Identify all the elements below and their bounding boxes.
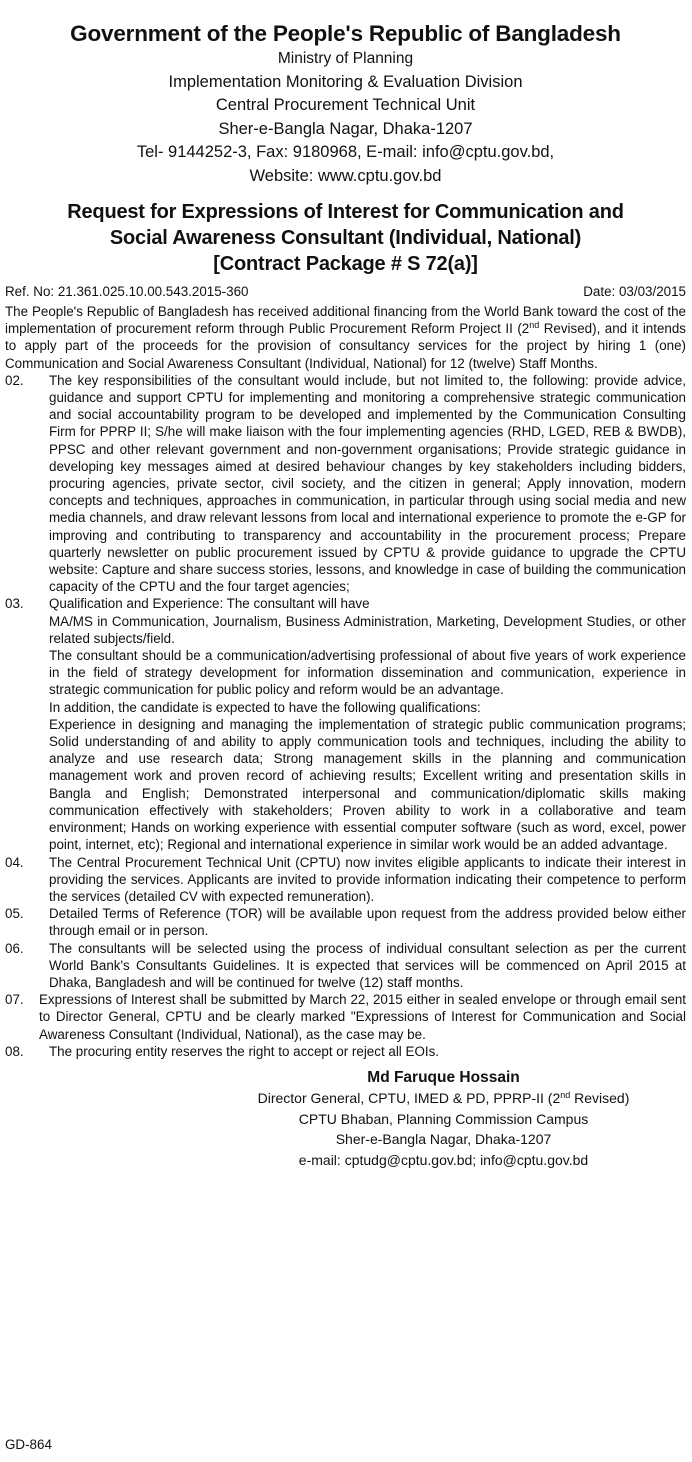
signatory-title-text-1: Director General, CPTU, IMED & PD, PPRP-II (2	[257, 1090, 561, 1107]
intro-superscript: nd	[529, 320, 540, 331]
clause-text: The Central Procurement Technical Unit (CPTU) now invites eligible applicants to indicate their interest in providing the services. Applicants are invited to provide information indicating their competence to perform the services (detailed CV with expected remuneration).	[49, 854, 686, 904]
notice-date: Date: 03/03/2015	[583, 284, 686, 299]
qualification-degree: MA/MS in Communication, Journalism, Business Administration, Marketing, Development Studies, or other related subjects/field.	[49, 613, 686, 646]
signatory-title-text-2: Revised)	[570, 1090, 630, 1107]
footer-code: GD-864	[5, 1437, 52, 1452]
letterhead	[5, 20, 686, 188]
reference-number: Ref. No: 21.361.025.10.00.543.2015-360	[5, 284, 249, 299]
clause-02	[5, 372, 686, 596]
clause-text: The procuring entity reserves the right to accept or reject all EOIs.	[49, 1043, 439, 1059]
clause-08	[5, 1043, 686, 1060]
signatory-office: CPTU Bhaban, Planning Commission Campus	[298, 1110, 589, 1127]
clause-06	[5, 940, 686, 992]
signatory-title	[201, 1088, 686, 1109]
clause-number: 04.	[5, 854, 24, 870]
clause-number: 06.	[5, 940, 24, 956]
intro-paragraph	[5, 303, 686, 372]
ministry-name: Ministry of Planning	[277, 50, 414, 67]
clause-05	[5, 905, 686, 939]
clause-text: Detailed Terms of Reference (TOR) will be available upon request from the address provided below either through email or in person.	[49, 906, 686, 939]
government-name: Government of the People's Republic of Bangladesh	[70, 21, 621, 46]
clause-number: 03.	[5, 596, 24, 612]
clause-number: 05.	[5, 906, 24, 922]
division-name: Implementation Monitoring & Evaluation Division	[168, 72, 523, 91]
reference-row	[5, 283, 686, 301]
clause-04	[5, 854, 686, 906]
clause-number: 02.	[5, 372, 24, 388]
clause-text: The key responsibilities of the consultant would include, but not limited to, the following: provide advice, guidance and support CPTU for implementing and monitoring a comprehensive strategic communication and social accountability program to be developed and implemented by the Communication Consulting Firm for PPRP II; S/he will make liaison with the four implementing agencies (RHD, LGED, REB & BWDB), PPSC and other relevant government and non-government organisations; Provide strategic guidance in developing key messages aimed at desired behaviour changes by key stakeholders including bidders, procuring agencies, private sector, civil society, and the citizen in general; Apply innovation, modern concepts and techniques, approaches in communication, in particular through using social media and new media channels, and draw relevant lessons from local and international experience to promote the e-GP for improving and contributing to transparency and accountability in the procurement process; Prepare quarterly newsletter on public procurement issued by CPTU & provide guidance to upgrade the CPTU website: Capture and share success stories, lessons, and knowledge in case of building the communication capacity of the CPTU and the four target agencies;	[49, 372, 686, 595]
clause-number: 08.	[5, 1043, 24, 1059]
clause-body	[49, 595, 686, 853]
title-line-2: Social Awareness Consultant (Individual, National)	[109, 227, 582, 249]
qualification-heading: Qualification and Experience: The consultant will have	[49, 596, 370, 612]
qualification-addition: In addition, the candidate is expected to have the following qualifications:	[49, 699, 481, 715]
unit-name: Central Procurement Technical Unit	[215, 96, 476, 114]
intro-text-1: The People's Republic of Bangladesh has received additional financing from the World Bank toward the cost of the implementation of procurement reform through Public Procurement Reform Project II (2	[5, 304, 686, 337]
notice-title	[5, 199, 686, 277]
contact-line: Tel- 9144252-3, Fax: 9180968, E-mail: info@cptu.gov.bd,	[136, 143, 555, 161]
website-line: Website: www.cptu.gov.bd	[249, 166, 442, 185]
signatory-address: Sher-e-Bangla Nagar, Dhaka-1207	[335, 1131, 552, 1148]
clause-03	[5, 595, 686, 853]
qualification-experience: The consultant should be a communication/advertising professional of about five years of work experience in the field of strategy development for information dissemination and communication, experience in strategic communication for public policy and reform would be an advantage.	[49, 648, 686, 698]
office-address: Sher-e-Bangla Nagar, Dhaka-1207	[218, 119, 473, 138]
clause-text: The consultants will be selected using the process of individual consultant selection as per the current World Bank's Consultants Guidelines. It is expected that services will be commenced on April 2015 at Dhaka, Bangladesh and will be continued for twelve (12) staff months.	[49, 940, 686, 990]
title-line-3: [Contract Package # S 72(a)]	[213, 253, 478, 275]
intro-text-2: Revised), and it intends to apply part of the proceeds for the provision of consultancy services for the project by hiring 1 (one) Communication and Social Awareness Consultant (Individual, National) for 12 (twelve) Staff Months.	[5, 321, 686, 371]
clause-number: 07.	[5, 992, 24, 1008]
signatory-name: Md Faruque Hossain	[367, 1068, 520, 1086]
qualification-skills: Experience in designing and managing the implementation of strategic public communication programs; Solid understanding of and ability to apply communication tools and techniques, including the ability to analyze and use research data; Strong management skills in the planning and communication management work and proven record of achieving results; Excellent writing and presentation skills in Bangla and English; Demonstrated interpersonal and communication/diplomatic skills making communication effectively with stakeholders; Proven ability to work in a collaborative and team environment; Hands on working experience with essential computer software (such as word, excel, power point, internet, etc); Regional and international experience in similar work would be an added advantage.	[49, 716, 686, 853]
clause-text: Expressions of Interest shall be submitted by March 22, 2015 either in sealed envelope or through email sent to Director General, CPTU and be clearly marked "Expressions of Interest for Communication and Social Awareness Consultant (Individual, National), as the case may be.	[39, 992, 686, 1042]
signatory-email: e-mail: cptudg@cptu.gov.bd; info@cptu.gov.bd	[298, 1151, 589, 1168]
signatory-title-superscript: nd	[560, 1090, 571, 1101]
signature-block	[201, 1068, 686, 1171]
title-line-1: Request for Expressions of Interest for Communication and	[67, 201, 624, 223]
clause-07	[5, 991, 686, 1043]
